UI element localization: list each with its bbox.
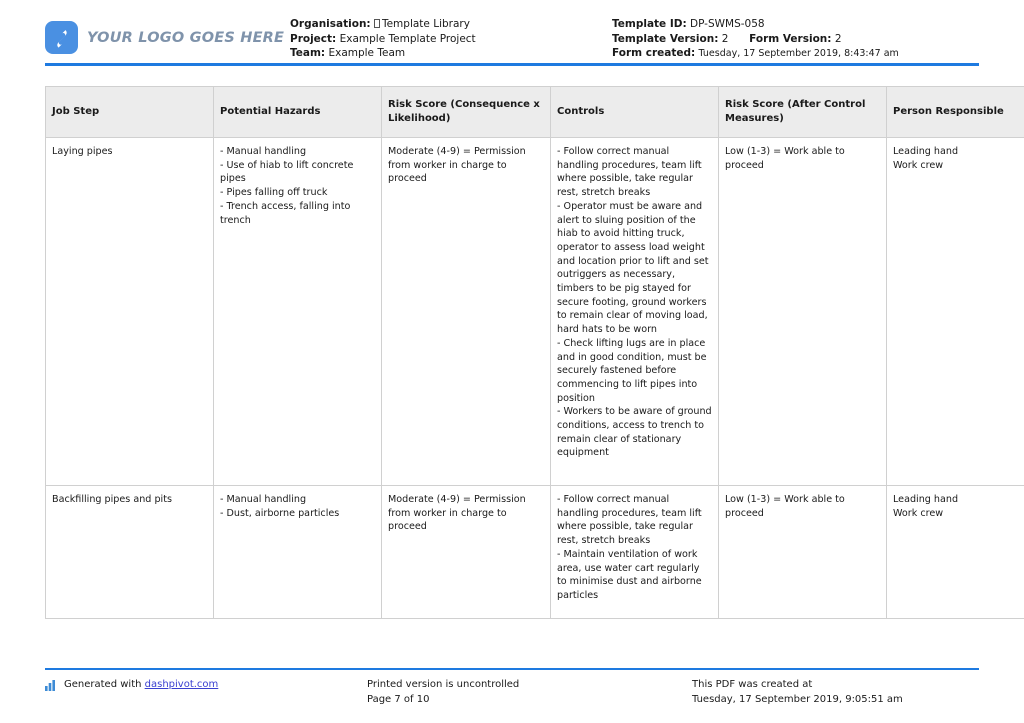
- table-body: [46, 138, 1024, 619]
- meta-organisation-value: Template Library: [381, 18, 470, 30]
- header-meta-left: [290, 17, 476, 61]
- column-header-risk-score: Risk Score (Consequence x Likelihood): [382, 87, 551, 138]
- cell-risk-score: Moderate (4-9) = Permission from worker in charge to proceed: [382, 138, 551, 486]
- cell-person-responsible: Leading hand Work crew: [887, 486, 1024, 619]
- cell-job-step: Laying pipes: [46, 138, 214, 486]
- column-header-controls: Controls: [551, 87, 719, 138]
- meta-template-version-label: Template Version:: [612, 32, 719, 45]
- footer-print-notice: [367, 678, 519, 707]
- footer-generated-prefix: Generated with: [64, 679, 142, 690]
- dashpivot-logo-icon: [45, 21, 78, 54]
- column-header-risk-score-after: Risk Score (After Control Measures): [719, 87, 887, 138]
- cell-controls: - Follow correct manual handling procedures, team lift where possible, take regular rest, stretch breaks - Maintain ventilation of work area, use water cart regularly to minimise dust and airborne particles: [551, 486, 719, 619]
- page-header: [0, 0, 1024, 68]
- cell-risk-score-after: Low (1-3) = Work able to proceed: [719, 138, 887, 486]
- swms-table-container: [45, 86, 1004, 619]
- logo-text: YOUR LOGO GOES HERE: [87, 29, 285, 46]
- footer-divider: [45, 668, 979, 670]
- logo-block: [45, 21, 284, 54]
- footer-printed-notice: Printed version is uncontrolled: [367, 679, 520, 690]
- meta-project-label: Project:: [290, 32, 337, 45]
- meta-versions: [612, 32, 899, 47]
- meta-form-version-value: 2: [834, 32, 842, 45]
- meta-form-created: [612, 46, 899, 62]
- meta-template-version-value: 2: [721, 32, 729, 45]
- cell-risk-score-after: Low (1-3) = Work able to proceed: [719, 486, 887, 619]
- meta-form-version-label: Form Version:: [749, 32, 832, 45]
- meta-project: [290, 32, 476, 47]
- column-header-job-step: Job Step: [46, 87, 214, 138]
- meta-template-id: [612, 17, 899, 32]
- page-footer: [0, 676, 1024, 723]
- meta-template-id-value: DP-SWMS-058: [690, 18, 765, 30]
- meta-organisation-label: Organisation:: [290, 18, 371, 30]
- meta-form-created-value: Tuesday, 17 September 2019, 8:43:47 am: [698, 48, 899, 60]
- footer-pdf-created-value: Tuesday, 17 September 2019, 9:05:51 am: [692, 693, 903, 705]
- missing-glyph-icon: [374, 19, 380, 28]
- meta-project-value: Example Template Project: [339, 32, 476, 45]
- meta-form-created-label: Form created:: [612, 47, 696, 60]
- table-row: [46, 138, 1024, 486]
- header-divider: [45, 63, 979, 66]
- column-header-person-responsible: Person Responsible: [887, 87, 1024, 138]
- cell-risk-score: Moderate (4-9) = Permission from worker in charge to proceed: [382, 486, 551, 619]
- footer-generated-with: [45, 678, 218, 693]
- meta-team-value: Example Team: [328, 47, 406, 60]
- footer-page-number: Page 7 of 10: [367, 693, 430, 705]
- table-header-row: [46, 87, 1024, 138]
- meta-team: [290, 46, 476, 61]
- dashpivot-link[interactable]: dashpivot.com: [144, 679, 219, 690]
- cell-potential-hazards: - Manual handling - Dust, airborne particles: [214, 486, 382, 619]
- footer-pdf-created-label: This PDF was created at: [692, 679, 813, 690]
- meta-template-id-label: Template ID:: [612, 18, 687, 30]
- meta-organisation: [290, 17, 476, 32]
- cell-person-responsible: Leading hand Work crew: [887, 138, 1024, 486]
- column-header-potential-hazards: Potential Hazards: [214, 87, 382, 138]
- bar-chart-icon: [45, 680, 57, 691]
- cell-controls: - Follow correct manual handling procedures, team lift where possible, take regular rest, stretch breaks - Operator must be aware and alert to sluing position of the hiab to avoid hitting truck, operator to assess load weight and location prior to lift and set outriggers as necessary, timbers to be pig stayed for secure footing, ground workers to remain clear of moving load, hard hats to be worn - Check lifting lugs are in place and in good condition, must be securely fastened before commencing to lift pipes into position - Workers to be aware of ground conditions, access to trench to remain clear of stationary equipment: [551, 138, 719, 486]
- cell-job-step: Backfilling pipes and pits: [46, 486, 214, 619]
- footer-pdf-created: [692, 678, 903, 707]
- meta-team-label: Team:: [290, 47, 326, 60]
- table-row: [46, 486, 1024, 619]
- footer-generated-text: [64, 678, 218, 693]
- header-meta-right: [612, 17, 899, 62]
- table-header: [46, 87, 1024, 138]
- cell-potential-hazards: - Manual handling - Use of hiab to lift concrete pipes - Pipes falling off truck - Trench access, falling into trench: [214, 138, 382, 486]
- swms-table: [45, 86, 1024, 619]
